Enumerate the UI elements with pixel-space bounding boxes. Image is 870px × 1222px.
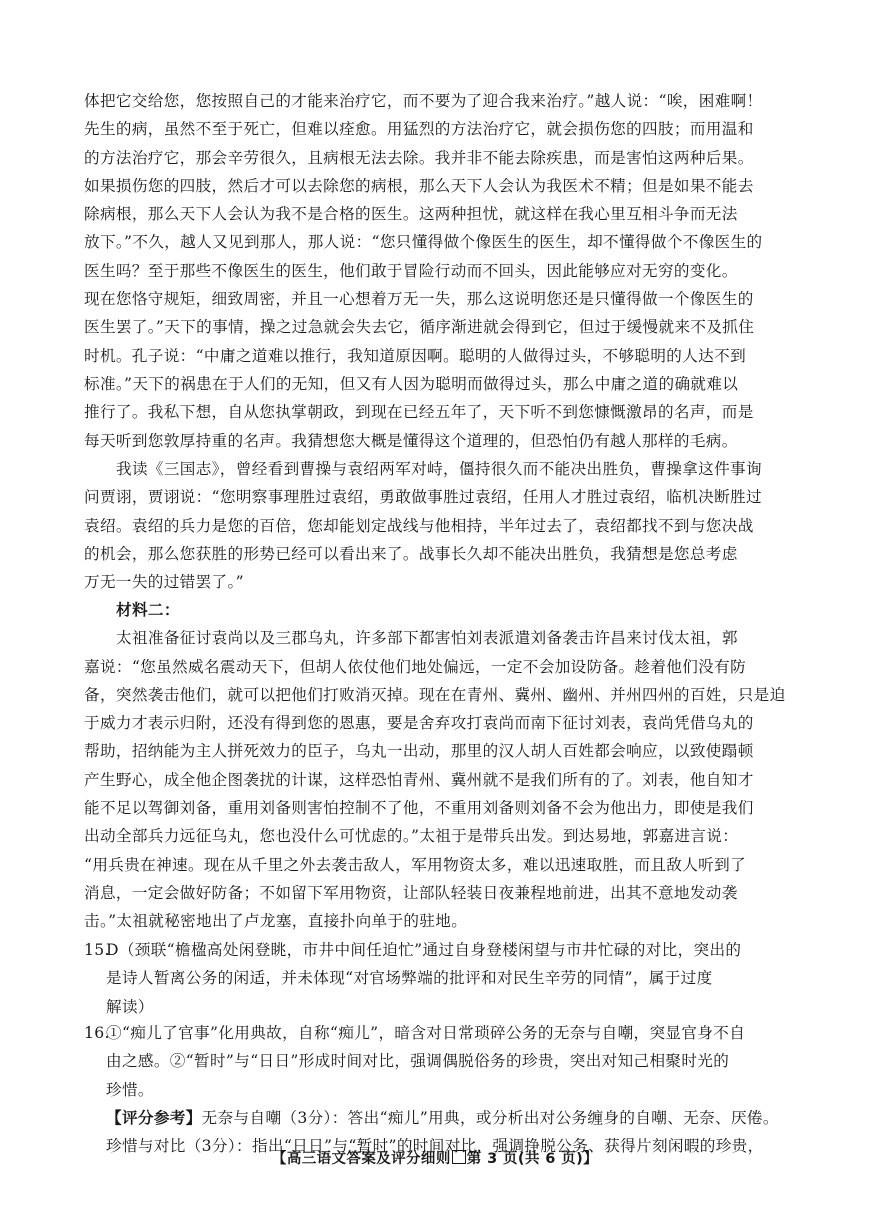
text-line: 嘉说：“您虽然威名震动天下，但胡人依仗他们地处偏远，一定不会加设防备。趁着他们没有防 [84, 657, 747, 676]
text-line: ①“痴儿了官事”化用典故，自称“痴儿”，暗含对日常琐碎公务的无奈与自嘲，突显官身不自 [106, 1024, 746, 1042]
text-line: 我读《三国志》，曾经看到曹操与袁绍两军对峙，僵持很久而不能决出胜负，曹操拿这件事询 [116, 460, 762, 478]
text-line: 现在您恪守规矩，细致周密，并且一心想着万无一失，那么这说明您还是只懂得做一个像医生的 [84, 290, 754, 309]
answer-number: 16. [84, 1024, 110, 1042]
paragraph-1 [84, 87, 792, 455]
answer-16 [84, 1019, 792, 1104]
text-line: D（颈联“檐楹高处闲登眺，市井中间任迫忙”通过自身登楼闲望与市井忙碌的对比，突出的 [106, 941, 742, 959]
text-line: 的方法治疗它，那会辛劳很久，且病根无法去除。我并非不能去除疾患，而是害怕这两种后果。 [84, 148, 754, 167]
text-line: 标准。”天下的祸患在于人们的无知，但又有人因为聪明而做得过头，那么中庸之道的确就难以 [84, 374, 739, 393]
passage-paragraph-2 [84, 455, 792, 596]
text-line: 问贾诩，贾诩说：“您明察事理胜过袁绍，勇敢做事胜过袁绍，任用人才胜过袁绍，临机决断胜过 [84, 488, 762, 507]
text-line: 医生吗？至于那些不像医生的医生，他们敢于冒险行动而不回头，因此能够应对无穷的变化。 [84, 261, 738, 280]
box-mark-icon [452, 1150, 466, 1164]
text-line: 的机会，那么您获胜的形势已经可以看出来了。战事长久却不能决出胜负，我猜想是您总考虑 [84, 544, 738, 563]
passage-paragraph-1 [84, 87, 792, 455]
text-line: 珍惜。 [106, 1080, 154, 1099]
text-line: 袁绍。袁绍的兵力是您的百倍，您却能划定战线与他相持，半年过去了，袁绍都找不到与您决战 [84, 516, 754, 535]
text-line: 医生罢了。”天下的事情，操之过急就会失去它，循序渐进就会得到它，但过于缓慢就来不及抓住 [84, 318, 755, 337]
text-line: 解读） [106, 997, 154, 1016]
text-line: 除病根，那么天下人会认为我不是合格的医生。这两种担忧，就这样在我心里互相斗争而无法 [84, 205, 738, 224]
footer-page-number: 第 3 页(共 6 页)】 [466, 1151, 599, 1167]
material-two-heading: 材料二： [116, 600, 180, 619]
scoring-line [106, 1104, 792, 1132]
text-line: 产生野心，成全他企图袭扰的计谋，这样恐怕青州、冀州就不是我们所有的了。刘表，他自知才 [84, 770, 754, 789]
answer-15 [84, 936, 792, 1021]
text-line: 体把它交给您，您按照自己的才能来治疗它，而不要为了迎合我来治疗。”越人说：“唉，困难啊！ [84, 92, 763, 110]
paragraph-2 [84, 455, 792, 596]
text-line: “用兵贵在神速。现在从千里之外去袭击敌人，军用物资太多，难以迅速取胜，而且敌人听到了 [84, 855, 747, 874]
text-line: 放下。”不久，越人又见到那人，那人说：“您只懂得做个像医生的医生，却不懂得做个不像医生的 [84, 233, 763, 252]
text-line: 先生的病，虽然不至于死亡，但难以痊愈。用猛烈的方法治疗它，就会损伤您的四肢；而用温和 [84, 120, 754, 139]
scoring-text: 无奈与自嘲（3分）：答出“痴儿”用典，或分析出对公务缠身的自嘲、无奈、厌倦。 [201, 1109, 779, 1127]
text-line: 于威力才表示归附，还没有得到您的恩惠，要是舍弃攻打袁尚而南下征讨刘表，袁尚凭借乌丸的 [84, 714, 754, 733]
text-line: 击。”太祖就秘密地出了卢龙塞，直接扑向单于的驻地。 [84, 912, 468, 931]
paragraph-3 [84, 624, 792, 935]
text-line: 能不足以驾御刘备，重用刘备则害怕控制不了他，不重用刘备则刘备不会为他出力，即使是我们 [84, 799, 754, 818]
answer-number: 15. [84, 941, 110, 959]
text-line: 帮助，招纳能为主人拼死效力的臣子，乌丸一出动，那里的汉人胡人百姓都会响应，以致使蹋顿 [84, 742, 754, 761]
text-line: 万无一失的过错罢了。” [84, 573, 244, 592]
text-line: 由之感。②“暂时”与“日日”形成时间对比，强调偶脱俗务的珍贵，突出对知己相聚时光的 [106, 1052, 730, 1071]
text-line: 消息，一定会做好防备；不如留下军用物资，让部队轻装日夜兼程地前进，出其不意地发动袭 [84, 883, 738, 902]
text-line: 太祖准备征讨袁尚以及三郡乌丸，许多部下都害怕刘表派遣刘备袭击许昌来讨伐太祖，郭 [116, 629, 738, 648]
text-line: 备，突然袭击他们，就可以把他们打败消灭掉。现在在青州、冀州、幽州、并州四州的百姓，只是迫 [84, 685, 786, 704]
page-footer [0, 1147, 870, 1168]
text-line: 出动全部兵力远征乌丸，您也没什么可忧虑的。”太祖于是带兵出发。到达易地，郭嘉进言说： [84, 827, 739, 846]
scoring-label: 【评分参考】 [106, 1108, 202, 1127]
material-two-section [84, 596, 792, 936]
text-line: 如果损伤您的四肢，然后才可以去除您的病根，那么天下人会认为我医术不精；但是如果不能去 [84, 176, 754, 195]
text-line: 时机。孔子说：“中庸之道难以推行，我知道原因啊。聪明的人做得过头，不够聪明的人达不到 [84, 346, 747, 365]
text-line: 是诗人暂离公务的闲适，并未体现“对官场弊端的批评和对民生辛劳的同情”，属于过度 [106, 969, 713, 988]
text-line: 推行了。我私下想，自从您执掌朝政，到现在已经五年了，天下听不到您慷慨激昂的名声，而是 [84, 403, 754, 422]
scoring-line: 珍惜与对比（3分）：指出“日日”与“暂时”的时间对比，强调挣脱公务、获得片刻闲暇的珍贵， [106, 1137, 764, 1156]
text-line: 每天听到您敦厚持重的名声。我猜想您大概是懂得这个道理的，但恐怕仍有越人那样的毛病。 [84, 431, 738, 450]
footer-title: 【高三语文答案及评分细则 [271, 1151, 451, 1167]
